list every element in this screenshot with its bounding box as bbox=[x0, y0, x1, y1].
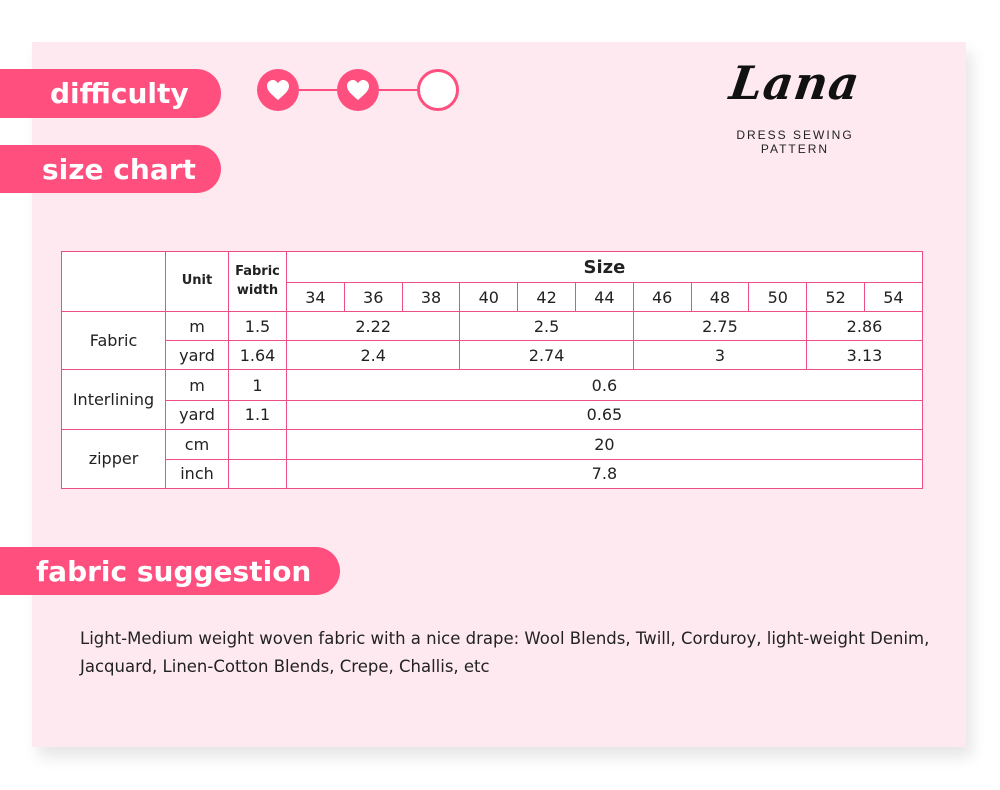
brand-logo bbox=[700, 56, 890, 156]
size-cell: 42 bbox=[518, 283, 576, 312]
size-chart-table bbox=[61, 251, 923, 489]
size-chart-label: size chart bbox=[0, 145, 221, 193]
rating-circle-1 bbox=[257, 69, 299, 111]
value-cell: 2.4 bbox=[287, 341, 460, 370]
header-unit: Unit bbox=[166, 252, 229, 312]
fabric-suggestion-label: fabric suggestion bbox=[0, 547, 340, 595]
value-cell: 7.8 bbox=[287, 459, 923, 488]
size-cell: 46 bbox=[633, 283, 691, 312]
width-cell: 1 bbox=[229, 370, 287, 400]
size-cell: 34 bbox=[287, 283, 345, 312]
value-cell: 0.65 bbox=[287, 400, 923, 429]
unit-cell: yard bbox=[166, 341, 229, 370]
width-cell: 1.1 bbox=[229, 400, 287, 429]
size-cell: 48 bbox=[691, 283, 749, 312]
difficulty-rating bbox=[257, 69, 459, 111]
unit-cell: cm bbox=[166, 429, 229, 459]
value-cell: 2.86 bbox=[807, 312, 923, 341]
size-cell: 38 bbox=[402, 283, 460, 312]
heart-icon bbox=[266, 79, 290, 101]
width-cell bbox=[229, 459, 287, 488]
value-cell: 2.22 bbox=[287, 312, 460, 341]
size-cell: 40 bbox=[460, 283, 518, 312]
rating-circle-3 bbox=[417, 69, 459, 111]
header-fabric-width-line1: Fabric bbox=[235, 263, 280, 279]
row-label-fabric: Fabric bbox=[62, 312, 166, 370]
difficulty-label: difficulty bbox=[0, 69, 221, 118]
rating-circle-2 bbox=[337, 69, 379, 111]
rating-connector bbox=[379, 89, 417, 91]
header-fabric-width-line2: width bbox=[236, 282, 279, 298]
value-cell: 2.74 bbox=[460, 341, 633, 370]
width-cell: 1.5 bbox=[229, 312, 287, 341]
size-cell: 50 bbox=[749, 283, 807, 312]
size-cell: 52 bbox=[807, 283, 865, 312]
header-size: Size bbox=[287, 252, 923, 283]
unit-cell: m bbox=[166, 370, 229, 400]
width-cell: 1.64 bbox=[229, 341, 287, 370]
row-label-interlining: Interlining bbox=[62, 370, 166, 429]
size-cell: 54 bbox=[864, 283, 922, 312]
value-cell: 20 bbox=[287, 429, 923, 459]
brand-name: Lana bbox=[726, 56, 864, 110]
value-cell: 3.13 bbox=[807, 341, 923, 370]
value-cell: 2.75 bbox=[633, 312, 806, 341]
unit-cell: inch bbox=[166, 459, 229, 488]
rating-connector bbox=[299, 89, 337, 91]
fabric-suggestion-text: Light-Medium weight woven fabric with a nice drape: Wool Blends, Twill, Corduroy, light-weight Denim, Jacquard, Linen-Cotton Blends, Crepe, Challis, etc bbox=[80, 629, 930, 676]
unit-cell: yard bbox=[166, 400, 229, 429]
value-cell: 2.5 bbox=[460, 312, 633, 341]
width-cell bbox=[229, 429, 287, 459]
brand-subtitle: DRESS SEWING PATTERN bbox=[736, 128, 854, 156]
header-fabric-width bbox=[229, 252, 287, 312]
value-cell: 0.6 bbox=[287, 370, 923, 400]
row-label-zipper: zipper bbox=[62, 429, 166, 488]
size-cell: 36 bbox=[344, 283, 402, 312]
size-cell: 44 bbox=[575, 283, 633, 312]
unit-cell: m bbox=[166, 312, 229, 341]
value-cell: 3 bbox=[633, 341, 806, 370]
heart-icon bbox=[346, 79, 370, 101]
header-empty-cell bbox=[62, 252, 166, 312]
